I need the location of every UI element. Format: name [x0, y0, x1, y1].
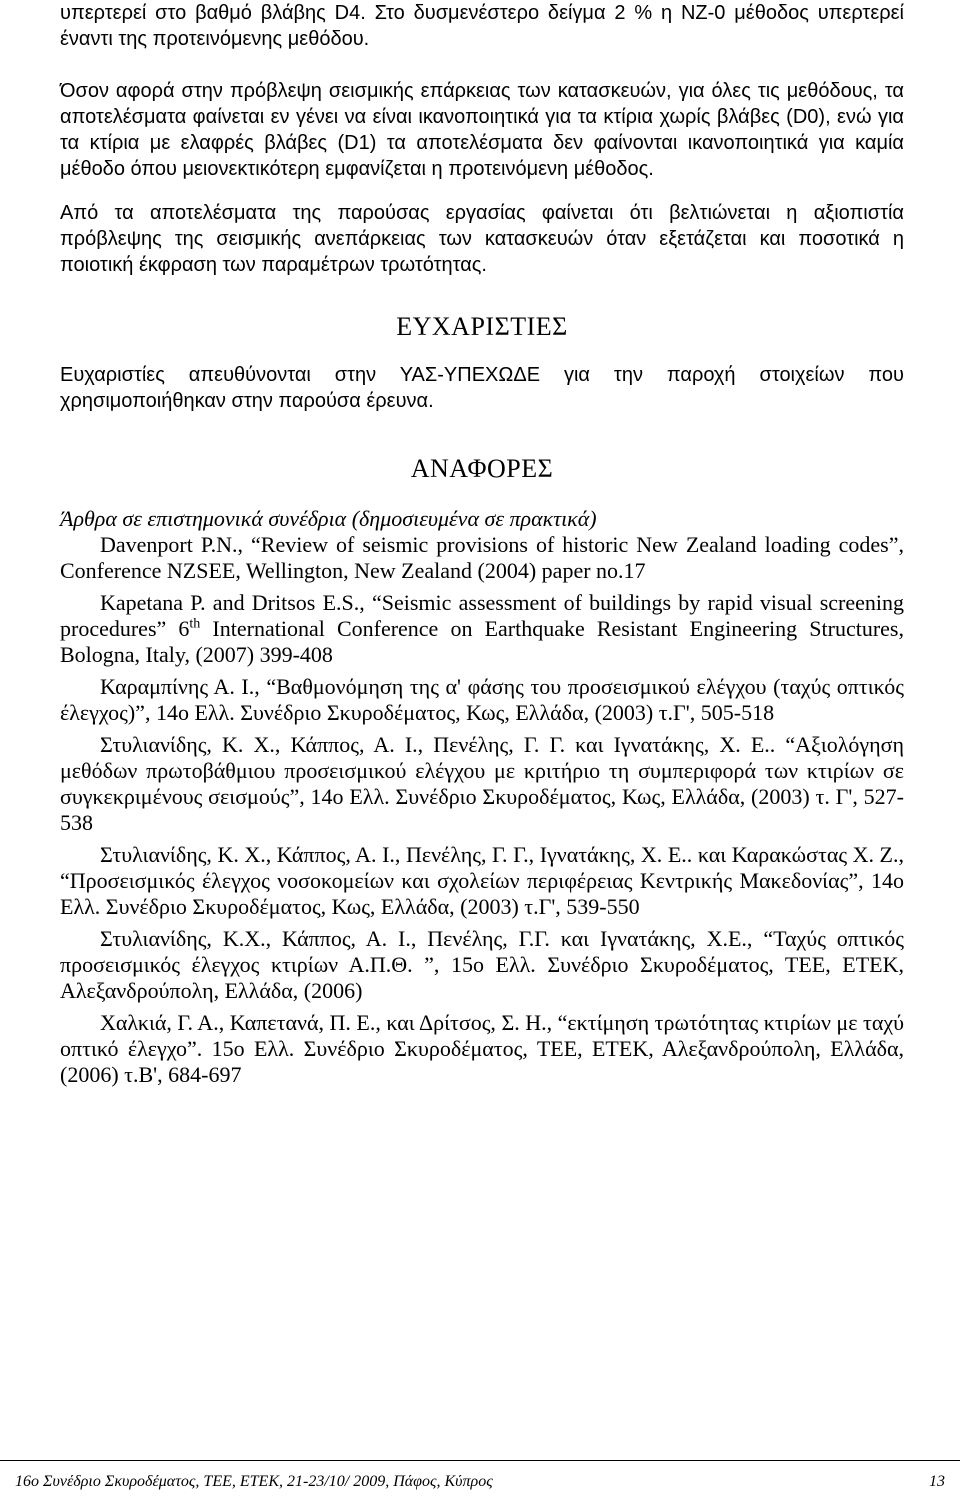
references-subheading: Άρθρα σε επιστημονικά συνέδρια (δημοσιευμένα σε πρακτικά)	[60, 506, 597, 531]
reference-item: Davenport P.N., “Review of seismic provisions of historic New Zealand loading codes”, Conference NZSEE, Wellington, New Zealand (2004) paper no.17	[60, 532, 904, 583]
references-heading: ΑΝΑΦΟΡΕΣ	[410, 454, 554, 483]
paragraph-seismic-adequacy: Όσον αφορά στην πρόβλεψη σεισμικής επάρκειας των κατασκευών, για όλες τις μεθόδους, τα αποτελέσματα φαίνεται εν γένει να είναι ικανοποιητικά για τα κτίρια χωρίς βλάβες (D0), ενώ για τα κτίρια με ελαφρές βλάβες (D1) τα αποτελέσματα δεν φαίνονται ικανοποιητικά για καμία μέθοδο όπου μειονεκτικότερη εμφανίζεται η προτεινόμενη μέθοδος.	[60, 80, 904, 180]
acknowledgements-heading: ΕΥΧΑΡΙΣΤΙΕΣ	[396, 312, 568, 341]
footer-conference: 16ο Συνέδριο Σκυροδέματος, ΤΕΕ, ΕΤΕΚ, 21-23/10/ 2009, Πάφος, Κύπρος	[15, 1473, 493, 1490]
page-footer	[0, 1460, 960, 1496]
reference-item: Στυλιανίδης, Κ. Χ., Κάππος, Α. Ι., Πενέλης, Γ. Γ. και Ιγνατάκης, Χ. Ε.. “Αξιολόγηση μεθόδων πρωτοβάθμιου προσεισμικού ελέγχου με κριτήριο τη συμπεριφορά των κτιρίων σε συγκεκριμένους σεισμούς”, 14ο Ελλ. Συνέδριο Σκυροδέματος, Κως, Ελλάδα, (2003) τ. Γ', 527-538	[60, 732, 904, 835]
paragraph-continuation: υπερτερεί στο βαθμό βλάβης D4. Στο δυσμενέστερο δείγμα 2 % η ΝΖ-0 μέθοδος υπερτερεί έναντι της προτεινόμενης μεθόδου.	[60, 2, 904, 50]
reference-item: Στυλιανίδης, Κ.Χ., Κάππος, Α. Ι., Πενέλης, Γ.Γ. και Ιγνατάκης, Χ.Ε., “Ταχύς οπτικός προσεισμικός έλεγχος κτιρίων Α.Π.Θ. ”, 15ο Ελλ. Συνέδριο Σκυροδέματος, ΤΕΕ, ΕΤΕΚ, Αλεξανδρούπολη, Ελλάδα, (2006)	[60, 926, 904, 1003]
reference-text: Kapetana P. and Dritsos E.S., “Seismic assessment of buildings by rapid visual screening procedures” 6	[60, 590, 904, 641]
acknowledgements-text: Ευχαριστίες απευθύνονται στην ΥΑΣ-ΥΠΕΧΩΔΕ για την παροχή στοιχείων που χρησιμοποιήθηκαν στην παρούσα έρευνα.	[60, 364, 904, 412]
reference-item: Στυλιανίδης, Κ. Χ., Κάππος, Α. Ι., Πενέλης, Γ. Γ., Ιγνατάκης, Χ. Ε.. και Καρακώστας Χ. Ζ., “Προσεισμικός έλεγχος νοσοκομείων και σχολείων περιφέρειας Κεντρικής Μακεδονίας”, 14ο Ελλ. Συνέδριο Σκυροδέματος, Κως, Ελλάδα, (2003) τ.Γ', 539-550	[60, 842, 904, 919]
reference-item	[60, 590, 904, 668]
reference-item: Χαλκιά, Γ. Α., Καπετανά, Π. Ε., και Δρίτσος, Σ. Η., “εκτίμηση τρωτότητας κτιρίων με ταχύ οπτικό έλεγχο”. 15ο Ελλ. Συνέδριο Σκυροδέματος, ΤΕΕ, ΕΤΕΚ, Αλεξανδρούπολη, Ελλάδα, (2006) τ.Β', 684-697	[60, 1010, 904, 1087]
reference-text-rest: International Conference on Earthquake Resistant Engineering Structures, Bologna, Italy, (2007) 399-408	[60, 616, 904, 667]
paragraph-conclusion: Από τα αποτελέσματα της παρούσας εργασίας φαίνεται ότι βελτιώνεται η αξιοπιστία πρόβλεψης της σεισμικής ανεπάρκειας των κατασκευών όταν εξετάζεται και ποσοτικά η ποιοτική έκφραση των παραμέτρων τρωτότητας.	[60, 202, 904, 276]
footer-page-number: 13	[929, 1473, 945, 1490]
document-page	[60, 0, 904, 1094]
reference-item: Καραμπίνης Α. Ι., “Βαθμονόμηση της α' φάσης του προσεισμικού ελέγχου (ταχύς οπτικός έλεγχος)”, 14ο Ελλ. Συνέδριο Σκυροδέματος, Κως, Ελλάδα, (2003) τ.Γ', 505-518	[60, 674, 904, 725]
reference-superscript: th	[189, 616, 201, 632]
